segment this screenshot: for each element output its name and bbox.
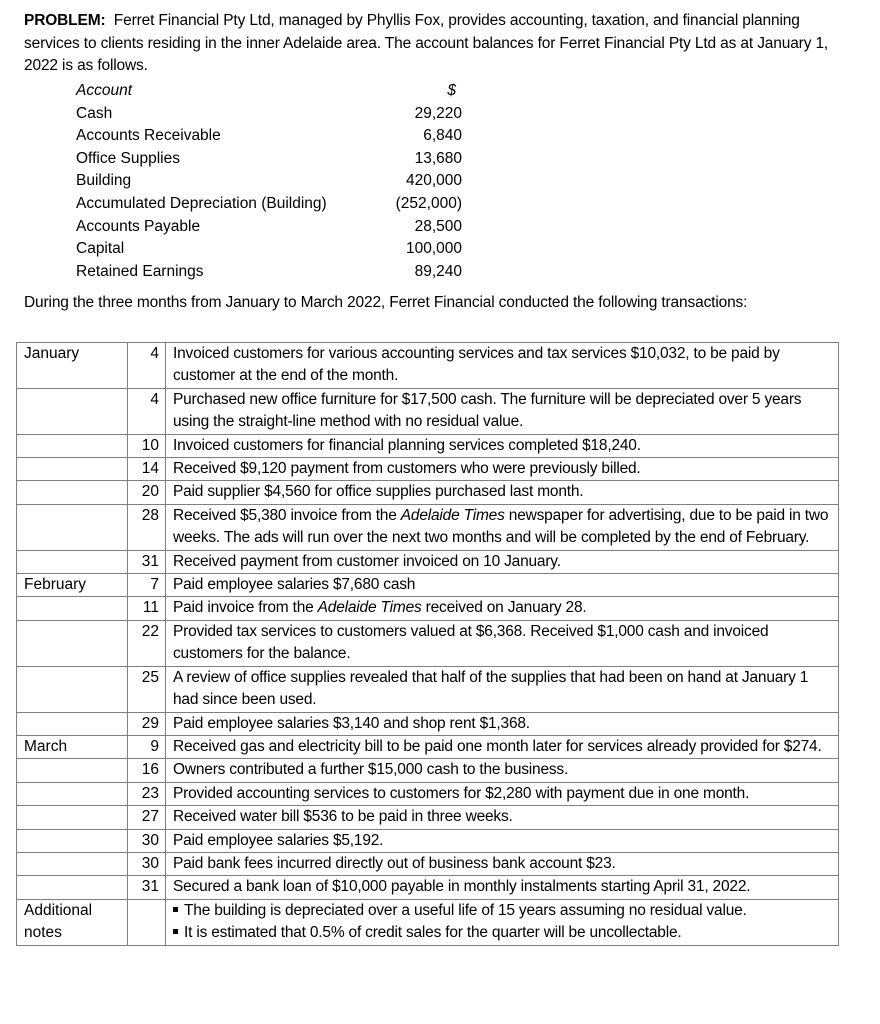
transaction-row xyxy=(17,620,839,666)
transaction-month xyxy=(17,620,128,666)
balance-row xyxy=(76,261,462,284)
transaction-day: 27 xyxy=(128,806,166,829)
transaction-day: 20 xyxy=(128,481,166,504)
transaction-month xyxy=(17,806,128,829)
account-column-header: Account xyxy=(76,82,133,99)
transaction-month xyxy=(17,481,128,504)
balance-account: Office Supplies xyxy=(76,149,180,167)
transaction-row xyxy=(17,504,839,550)
transaction-month xyxy=(17,712,128,735)
transaction-row xyxy=(17,759,839,782)
transaction-month xyxy=(17,388,128,434)
description-text: Provided tax services to customers valued at $6,368. Received $1,000 cash and invoiced customers for the balance. xyxy=(173,622,769,663)
description-text: Received payment from customer invoiced on 10 January. xyxy=(173,552,561,570)
transaction-row xyxy=(17,458,839,481)
transaction-day: 29 xyxy=(128,712,166,735)
balance-account: Capital xyxy=(76,240,125,258)
transaction-row xyxy=(17,876,839,899)
transaction-day: 10 xyxy=(128,434,166,457)
transaction-day: 7 xyxy=(128,574,166,597)
balances-header xyxy=(76,80,462,103)
description-text: Paid employee salaries $7,680 cash xyxy=(173,576,416,594)
transaction-day: 14 xyxy=(128,458,166,481)
transaction-description xyxy=(166,782,839,805)
transaction-month: February xyxy=(17,574,128,597)
transaction-description xyxy=(166,434,839,457)
description-text-cont: newspaper for advertising, due to be paid in two weeks. The ads will run over the next two months and will be completed by the end of February. xyxy=(173,506,829,547)
transaction-description xyxy=(166,458,839,481)
notes-label: Additional notes xyxy=(17,899,128,945)
note-item: The building is depreciated over a useful life of 15 years assuming no residual value. xyxy=(173,900,834,922)
transaction-description xyxy=(166,597,839,620)
transaction-description xyxy=(166,666,839,712)
transaction-month xyxy=(17,852,128,875)
transaction-description xyxy=(166,574,839,597)
transaction-description xyxy=(166,504,839,550)
description-text: Received gas and electricity bill to be paid one month later for services already provided for $274. xyxy=(173,737,822,755)
balance-row xyxy=(76,170,462,193)
description-text: Invoiced customers for financial planning services completed $18,240. xyxy=(173,436,641,454)
balance-account: Accounts Receivable xyxy=(76,127,221,145)
transaction-description xyxy=(166,735,839,758)
transaction-day: 11 xyxy=(128,597,166,620)
description-text: Invoiced customers for various accounting services and tax services $10,032, to be paid by customer at the end of the month. xyxy=(173,345,780,385)
transaction-day: 31 xyxy=(128,876,166,899)
transaction-month xyxy=(17,829,128,852)
transaction-month xyxy=(17,782,128,805)
description-text: Owners contributed a further $15,000 cash to the business. xyxy=(173,761,569,779)
transaction-day: 16 xyxy=(128,759,166,782)
transaction-description xyxy=(166,481,839,504)
transaction-row xyxy=(17,550,839,573)
transactions-table xyxy=(16,342,839,946)
description-text: Received $5,380 invoice from the xyxy=(173,506,401,524)
balance-amount: 420,000 xyxy=(405,172,462,190)
balance-account: Accumulated Depreciation (Building) xyxy=(76,194,327,212)
transaction-row xyxy=(17,852,839,875)
transaction-description xyxy=(166,712,839,735)
transaction-day: 9 xyxy=(128,735,166,758)
transaction-day: 4 xyxy=(128,343,166,389)
transaction-day: 30 xyxy=(128,852,166,875)
balance-amount: 89,240 xyxy=(414,262,462,280)
transaction-row xyxy=(17,782,839,805)
description-text: Paid bank fees incurred directly out of business bank account $23. xyxy=(173,854,616,872)
balance-account: Accounts Payable xyxy=(76,217,201,235)
transaction-day: 4 xyxy=(128,388,166,434)
transaction-row xyxy=(17,434,839,457)
amount-column-header: $ xyxy=(447,82,456,99)
balance-amount: 28,500 xyxy=(414,217,462,235)
balance-row xyxy=(76,193,462,216)
balance-row xyxy=(76,125,462,148)
description-text: Provided accounting services to customers for $2,280 with payment due in one month. xyxy=(173,784,750,802)
balance-account: Retained Earnings xyxy=(76,262,204,280)
transaction-description xyxy=(166,852,839,875)
transaction-description xyxy=(166,876,839,899)
transaction-day: 22 xyxy=(128,620,166,666)
transaction-row xyxy=(17,735,839,758)
transaction-month xyxy=(17,550,128,573)
notes-day-empty xyxy=(128,899,166,945)
transaction-month xyxy=(17,666,128,712)
transaction-month: March xyxy=(17,735,128,758)
description-text: Paid employee salaries $3,140 and shop rent $1,368. xyxy=(173,714,530,732)
transaction-day: 31 xyxy=(128,550,166,573)
description-text: Paid employee salaries $5,192. xyxy=(173,831,384,849)
description-text: Received water bill $536 to be paid in three weeks. xyxy=(173,808,513,826)
transaction-month xyxy=(17,759,128,782)
balance-row xyxy=(76,216,462,239)
description-text: Purchased new office furniture for $17,500 cash. The furniture will be depreciated over 5 years using the straight-line method with no residual value. xyxy=(173,390,802,431)
transaction-day: 28 xyxy=(128,504,166,550)
description-text: Paid invoice from the xyxy=(173,599,318,617)
description-text: Paid supplier $4,560 for office supplies purchased last month. xyxy=(173,483,584,501)
description-text-cont: received on January 28. xyxy=(421,599,587,617)
description-text: A review of office supplies revealed that half of the supplies that had been on hand at January 1 had since been used. xyxy=(173,668,809,709)
transaction-day: 25 xyxy=(128,666,166,712)
additional-notes-row xyxy=(17,899,839,945)
note-item: It is estimated that 0.5% of credit sales for the quarter will be uncollectable. xyxy=(173,922,834,944)
problem-intro xyxy=(24,10,854,78)
transaction-row xyxy=(17,343,839,389)
account-balances-table xyxy=(76,80,462,283)
transaction-row xyxy=(17,597,839,620)
notes-list xyxy=(166,899,839,945)
description-text: Received $9,120 payment from customers who were previously billed. xyxy=(173,460,641,478)
balance-account: Building xyxy=(76,172,132,190)
transaction-row xyxy=(17,806,839,829)
balance-account: Cash xyxy=(76,104,113,122)
balance-amount: 29,220 xyxy=(414,104,462,122)
transaction-description xyxy=(166,343,839,389)
transaction-month xyxy=(17,876,128,899)
transaction-description xyxy=(166,388,839,434)
transactions-intro: During the three months from January to March 2022, Ferret Financial conducted the following transactions: xyxy=(24,294,748,311)
transaction-row xyxy=(17,666,839,712)
transaction-description xyxy=(166,620,839,666)
transaction-description xyxy=(166,829,839,852)
transaction-month: January xyxy=(17,343,128,389)
transaction-month xyxy=(17,458,128,481)
description-text: Secured a bank loan of $10,000 payable in monthly instalments starting April 31, 2022. xyxy=(173,878,751,896)
transaction-description xyxy=(166,806,839,829)
balance-amount: 13,680 xyxy=(414,149,462,167)
transaction-row xyxy=(17,712,839,735)
balance-amount: (252,000) xyxy=(395,194,462,212)
balance-row xyxy=(76,103,462,126)
balance-amount: 100,000 xyxy=(405,240,462,258)
transaction-month xyxy=(17,504,128,550)
transaction-month xyxy=(17,434,128,457)
transaction-month xyxy=(17,597,128,620)
problem-label: PROBLEM: xyxy=(24,12,106,29)
balance-row xyxy=(76,238,462,261)
publication-name: Adelaide Times xyxy=(400,506,505,524)
transaction-day: 23 xyxy=(128,782,166,805)
publication-name: Adelaide Times xyxy=(317,599,422,617)
transaction-description xyxy=(166,550,839,573)
transaction-row xyxy=(17,481,839,504)
balance-row xyxy=(76,148,462,171)
transaction-day: 30 xyxy=(128,829,166,852)
transaction-row xyxy=(17,388,839,434)
balance-amount: 6,840 xyxy=(423,127,462,145)
transaction-description xyxy=(166,759,839,782)
transaction-row xyxy=(17,829,839,852)
transaction-row xyxy=(17,574,839,597)
problem-text: Ferret Financial Pty Ltd, managed by Phyllis Fox, provides accounting, taxation, and financial planning services to clients residing in the inner Adelaide area. The account balances for Ferret Financial Pty Ltd as at January 1, 2022 is as follows. xyxy=(24,12,829,75)
